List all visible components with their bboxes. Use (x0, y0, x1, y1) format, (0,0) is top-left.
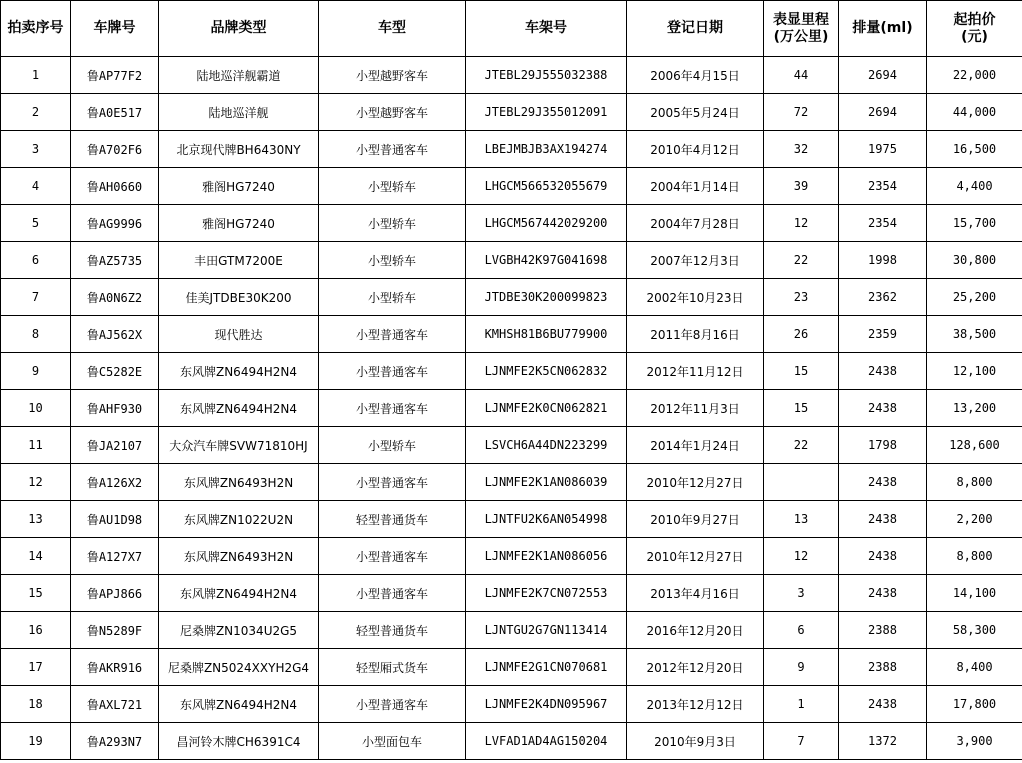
cell-registration-date: 2010年4月12日 (627, 131, 764, 168)
cell-plate-number: 鲁A0E517 (71, 94, 159, 131)
table-row (1, 353, 1022, 390)
table-row (1, 316, 1022, 353)
cell-registration-date: 2007年12月3日 (627, 242, 764, 279)
cell-displacement: 2354 (839, 205, 927, 242)
cell-odometer: 6 (764, 612, 839, 649)
cell-starting-price: 14,100 (927, 575, 1022, 612)
cell-plate-number: 鲁AU1D98 (71, 501, 159, 538)
cell-starting-price: 22,000 (927, 57, 1022, 94)
cell-starting-price: 128,600 (927, 427, 1022, 464)
header-odometer (764, 1, 839, 57)
cell-vin: JTEBL29J555032388 (466, 57, 627, 94)
header-displacement (839, 1, 927, 57)
table-body (1, 57, 1022, 760)
cell-odometer: 22 (764, 242, 839, 279)
cell-brand-model: 雅阁HG7240 (159, 205, 319, 242)
cell-plate-number: 鲁A0N6Z2 (71, 279, 159, 316)
cell-displacement: 2362 (839, 279, 927, 316)
cell-odometer: 7 (764, 723, 839, 760)
cell-lot-number: 11 (1, 427, 71, 464)
cell-odometer: 12 (764, 538, 839, 575)
cell-brand-model: 东风牌ZN6494H2N4 (159, 390, 319, 427)
cell-vin: LJNMFE2K7CN072553 (466, 575, 627, 612)
cell-plate-number: 鲁AHF930 (71, 390, 159, 427)
cell-plate-number: 鲁AG9996 (71, 205, 159, 242)
cell-displacement: 2438 (839, 353, 927, 390)
header-vin (466, 1, 627, 57)
cell-plate-number: 鲁AJ562X (71, 316, 159, 353)
cell-starting-price: 30,800 (927, 242, 1022, 279)
cell-plate-number: 鲁C5282E (71, 353, 159, 390)
table-row (1, 686, 1022, 723)
cell-lot-number: 1 (1, 57, 71, 94)
cell-vehicle-type: 小型轿车 (319, 242, 466, 279)
cell-lot-number: 13 (1, 501, 71, 538)
cell-displacement: 2694 (839, 94, 927, 131)
cell-registration-date: 2012年12月20日 (627, 649, 764, 686)
cell-vehicle-type: 小型面包车 (319, 723, 466, 760)
header-starting-price-label: 起拍价 (953, 11, 996, 28)
header-vin-label: 车架号 (525, 20, 567, 36)
cell-vehicle-type: 小型轿车 (319, 168, 466, 205)
cell-odometer: 72 (764, 94, 839, 131)
cell-displacement: 1372 (839, 723, 927, 760)
cell-brand-model: 东风牌ZN6494H2N4 (159, 686, 319, 723)
cell-displacement: 2438 (839, 538, 927, 575)
cell-lot-number: 7 (1, 279, 71, 316)
cell-vehicle-type: 小型普通客车 (319, 575, 466, 612)
cell-vin: LJNMFE2K4DN095967 (466, 686, 627, 723)
table-row (1, 612, 1022, 649)
cell-registration-date: 2002年10月23日 (627, 279, 764, 316)
cell-lot-number: 12 (1, 464, 71, 501)
cell-displacement: 2388 (839, 649, 927, 686)
cell-starting-price: 58,300 (927, 612, 1022, 649)
cell-brand-model: 昌河铃木牌CH6391C4 (159, 723, 319, 760)
cell-registration-date: 2013年12月12日 (627, 686, 764, 723)
cell-vin: JTEBL29J355012091 (466, 94, 627, 131)
cell-lot-number: 2 (1, 94, 71, 131)
cell-lot-number: 5 (1, 205, 71, 242)
cell-odometer: 1 (764, 686, 839, 723)
cell-registration-date: 2010年12月27日 (627, 464, 764, 501)
cell-vehicle-type: 小型普通客车 (319, 538, 466, 575)
cell-registration-date: 2004年7月28日 (627, 205, 764, 242)
cell-plate-number: 鲁AKR916 (71, 649, 159, 686)
cell-vehicle-type: 小型轿车 (319, 427, 466, 464)
header-vehicle-type (319, 1, 466, 57)
cell-vin: LJNTFU2K6AN054998 (466, 501, 627, 538)
cell-vehicle-type: 小型轿车 (319, 205, 466, 242)
cell-starting-price: 4,400 (927, 168, 1022, 205)
cell-odometer: 23 (764, 279, 839, 316)
cell-displacement: 2354 (839, 168, 927, 205)
cell-starting-price: 3,900 (927, 723, 1022, 760)
cell-registration-date: 2004年1月14日 (627, 168, 764, 205)
cell-brand-model: 现代胜达 (159, 316, 319, 353)
cell-odometer: 26 (764, 316, 839, 353)
table-row (1, 131, 1022, 168)
table-header-row (1, 1, 1022, 57)
cell-lot-number: 9 (1, 353, 71, 390)
cell-vin: LJNMFE2K0CN062821 (466, 390, 627, 427)
cell-starting-price: 8,800 (927, 464, 1022, 501)
cell-displacement: 2438 (839, 464, 927, 501)
header-displacement-label: 排量(ml) (852, 20, 913, 36)
cell-vehicle-type: 轻型普通货车 (319, 612, 466, 649)
cell-lot-number: 17 (1, 649, 71, 686)
cell-odometer: 3 (764, 575, 839, 612)
cell-brand-model: 东风牌ZN6493H2N (159, 538, 319, 575)
cell-registration-date: 2005年5月24日 (627, 94, 764, 131)
table-row (1, 649, 1022, 686)
cell-plate-number: 鲁N5289F (71, 612, 159, 649)
header-lot-number-label: 拍卖序号 (7, 20, 64, 36)
cell-lot-number: 19 (1, 723, 71, 760)
cell-starting-price: 15,700 (927, 205, 1022, 242)
cell-vin: LHGCM567442029200 (466, 205, 627, 242)
cell-vehicle-type: 小型普通客车 (319, 316, 466, 353)
cell-brand-model: 东风牌ZN6494H2N4 (159, 353, 319, 390)
cell-odometer: 13 (764, 501, 839, 538)
table-row (1, 57, 1022, 94)
cell-brand-model: 东风牌ZN6493H2N (159, 464, 319, 501)
cell-lot-number: 14 (1, 538, 71, 575)
cell-vehicle-type: 小型普通客车 (319, 390, 466, 427)
header-registration-date-label: 登记日期 (667, 20, 723, 36)
cell-starting-price: 8,800 (927, 538, 1022, 575)
cell-lot-number: 18 (1, 686, 71, 723)
cell-brand-model: 丰田GTM7200E (159, 242, 319, 279)
cell-starting-price: 2,200 (927, 501, 1022, 538)
cell-vehicle-type: 小型越野客车 (319, 94, 466, 131)
cell-lot-number: 6 (1, 242, 71, 279)
cell-vin: LJNMFE2K5CN062832 (466, 353, 627, 390)
cell-vehicle-type: 小型普通客车 (319, 131, 466, 168)
cell-vin: KMHSH81B6BU779900 (466, 316, 627, 353)
cell-vehicle-type: 小型普通客车 (319, 353, 466, 390)
cell-vin: LJNMFE2K1AN086056 (466, 538, 627, 575)
cell-vehicle-type: 轻型普通货车 (319, 501, 466, 538)
cell-plate-number: 鲁A127X7 (71, 538, 159, 575)
table-row (1, 575, 1022, 612)
header-plate-number-label: 车牌号 (93, 20, 136, 36)
header-starting-price-unit: (元) (961, 28, 988, 45)
table-row (1, 723, 1022, 760)
cell-plate-number: 鲁A293N7 (71, 723, 159, 760)
cell-lot-number: 4 (1, 168, 71, 205)
header-odometer-label: 表显里程 (773, 11, 829, 28)
header-lot-number (1, 1, 71, 57)
header-registration-date (627, 1, 764, 57)
cell-displacement: 2438 (839, 501, 927, 538)
table-row (1, 427, 1022, 464)
table-row (1, 94, 1022, 131)
header-plate-number (71, 1, 159, 57)
cell-odometer (764, 464, 839, 501)
cell-starting-price: 8,400 (927, 649, 1022, 686)
cell-plate-number: 鲁JA2107 (71, 427, 159, 464)
cell-plate-number: 鲁AP77F2 (71, 57, 159, 94)
cell-starting-price: 12,100 (927, 353, 1022, 390)
cell-brand-model: 尼桑牌ZN1034U2G5 (159, 612, 319, 649)
cell-vin: LSVCH6A44DN223299 (466, 427, 627, 464)
cell-displacement: 1975 (839, 131, 927, 168)
cell-plate-number: 鲁AXL721 (71, 686, 159, 723)
cell-registration-date: 2014年1月24日 (627, 427, 764, 464)
cell-registration-date: 2012年11月12日 (627, 353, 764, 390)
table-row (1, 390, 1022, 427)
cell-starting-price: 16,500 (927, 131, 1022, 168)
cell-odometer: 22 (764, 427, 839, 464)
cell-vin: LJNMFE2K1AN086039 (466, 464, 627, 501)
table-row (1, 205, 1022, 242)
cell-displacement: 2438 (839, 390, 927, 427)
cell-lot-number: 15 (1, 575, 71, 612)
cell-odometer: 15 (764, 390, 839, 427)
cell-vehicle-type: 小型越野客车 (319, 57, 466, 94)
cell-vin: LVFAD1AD4AG150204 (466, 723, 627, 760)
cell-vin: LJNMFE2G1CN070681 (466, 649, 627, 686)
cell-odometer: 15 (764, 353, 839, 390)
cell-registration-date: 2013年4月16日 (627, 575, 764, 612)
header-starting-price (927, 1, 1022, 57)
table-row (1, 168, 1022, 205)
cell-brand-model: 佳美JTDBE30K200 (159, 279, 319, 316)
cell-odometer: 32 (764, 131, 839, 168)
cell-vin: LVGBH42K97G041698 (466, 242, 627, 279)
cell-registration-date: 2016年12月20日 (627, 612, 764, 649)
cell-registration-date: 2011年8月16日 (627, 316, 764, 353)
cell-lot-number: 3 (1, 131, 71, 168)
cell-brand-model: 东风牌ZN1022U2N (159, 501, 319, 538)
cell-registration-date: 2010年12月27日 (627, 538, 764, 575)
cell-brand-model: 尼桑牌ZN5024XXYH2G4 (159, 649, 319, 686)
header-vehicle-type-label: 车型 (378, 20, 406, 36)
header-odometer-unit: (万公里) (773, 28, 829, 45)
cell-starting-price: 13,200 (927, 390, 1022, 427)
cell-plate-number: 鲁A702F6 (71, 131, 159, 168)
cell-starting-price: 25,200 (927, 279, 1022, 316)
cell-registration-date: 2010年9月27日 (627, 501, 764, 538)
cell-plate-number: 鲁AZ5735 (71, 242, 159, 279)
table-row (1, 501, 1022, 538)
cell-displacement: 1798 (839, 427, 927, 464)
table-row (1, 242, 1022, 279)
cell-registration-date: 2012年11月3日 (627, 390, 764, 427)
cell-lot-number: 16 (1, 612, 71, 649)
cell-displacement: 2388 (839, 612, 927, 649)
header-brand-model (159, 1, 319, 57)
cell-registration-date: 2010年9月3日 (627, 723, 764, 760)
cell-vin: LBEJMBJB3AX194274 (466, 131, 627, 168)
cell-vin: LHGCM566532055679 (466, 168, 627, 205)
cell-brand-model: 陆地巡洋舰 (159, 94, 319, 131)
cell-odometer: 9 (764, 649, 839, 686)
header-brand-model-label: 品牌类型 (210, 20, 267, 36)
cell-odometer: 12 (764, 205, 839, 242)
cell-displacement: 1998 (839, 242, 927, 279)
cell-plate-number: 鲁APJ866 (71, 575, 159, 612)
cell-brand-model: 陆地巡洋舰霸道 (159, 57, 319, 94)
cell-odometer: 44 (764, 57, 839, 94)
cell-plate-number: 鲁A126X2 (71, 464, 159, 501)
cell-lot-number: 10 (1, 390, 71, 427)
cell-odometer: 39 (764, 168, 839, 205)
cell-brand-model: 雅阁HG7240 (159, 168, 319, 205)
cell-displacement: 2438 (839, 686, 927, 723)
cell-brand-model: 大众汽车牌SVW71810HJ (159, 427, 319, 464)
cell-registration-date: 2006年4月15日 (627, 57, 764, 94)
cell-brand-model: 北京现代牌BH6430NY (159, 131, 319, 168)
table-row (1, 464, 1022, 501)
table-row (1, 538, 1022, 575)
cell-displacement: 2359 (839, 316, 927, 353)
cell-starting-price: 38,500 (927, 316, 1022, 353)
cell-vehicle-type: 小型轿车 (319, 279, 466, 316)
cell-lot-number: 8 (1, 316, 71, 353)
cell-vehicle-type: 小型普通客车 (319, 464, 466, 501)
cell-displacement: 2694 (839, 57, 927, 94)
table-row (1, 279, 1022, 316)
cell-starting-price: 44,000 (927, 94, 1022, 131)
cell-vehicle-type: 轻型厢式货车 (319, 649, 466, 686)
cell-vehicle-type: 小型普通客车 (319, 686, 466, 723)
cell-plate-number: 鲁AH0660 (71, 168, 159, 205)
cell-displacement: 2438 (839, 575, 927, 612)
cell-vin: LJNTGU2G7GN113414 (466, 612, 627, 649)
cell-brand-model: 东风牌ZN6494H2N4 (159, 575, 319, 612)
cell-vin: JTDBE30K200099823 (466, 279, 627, 316)
cell-starting-price: 17,800 (927, 686, 1022, 723)
